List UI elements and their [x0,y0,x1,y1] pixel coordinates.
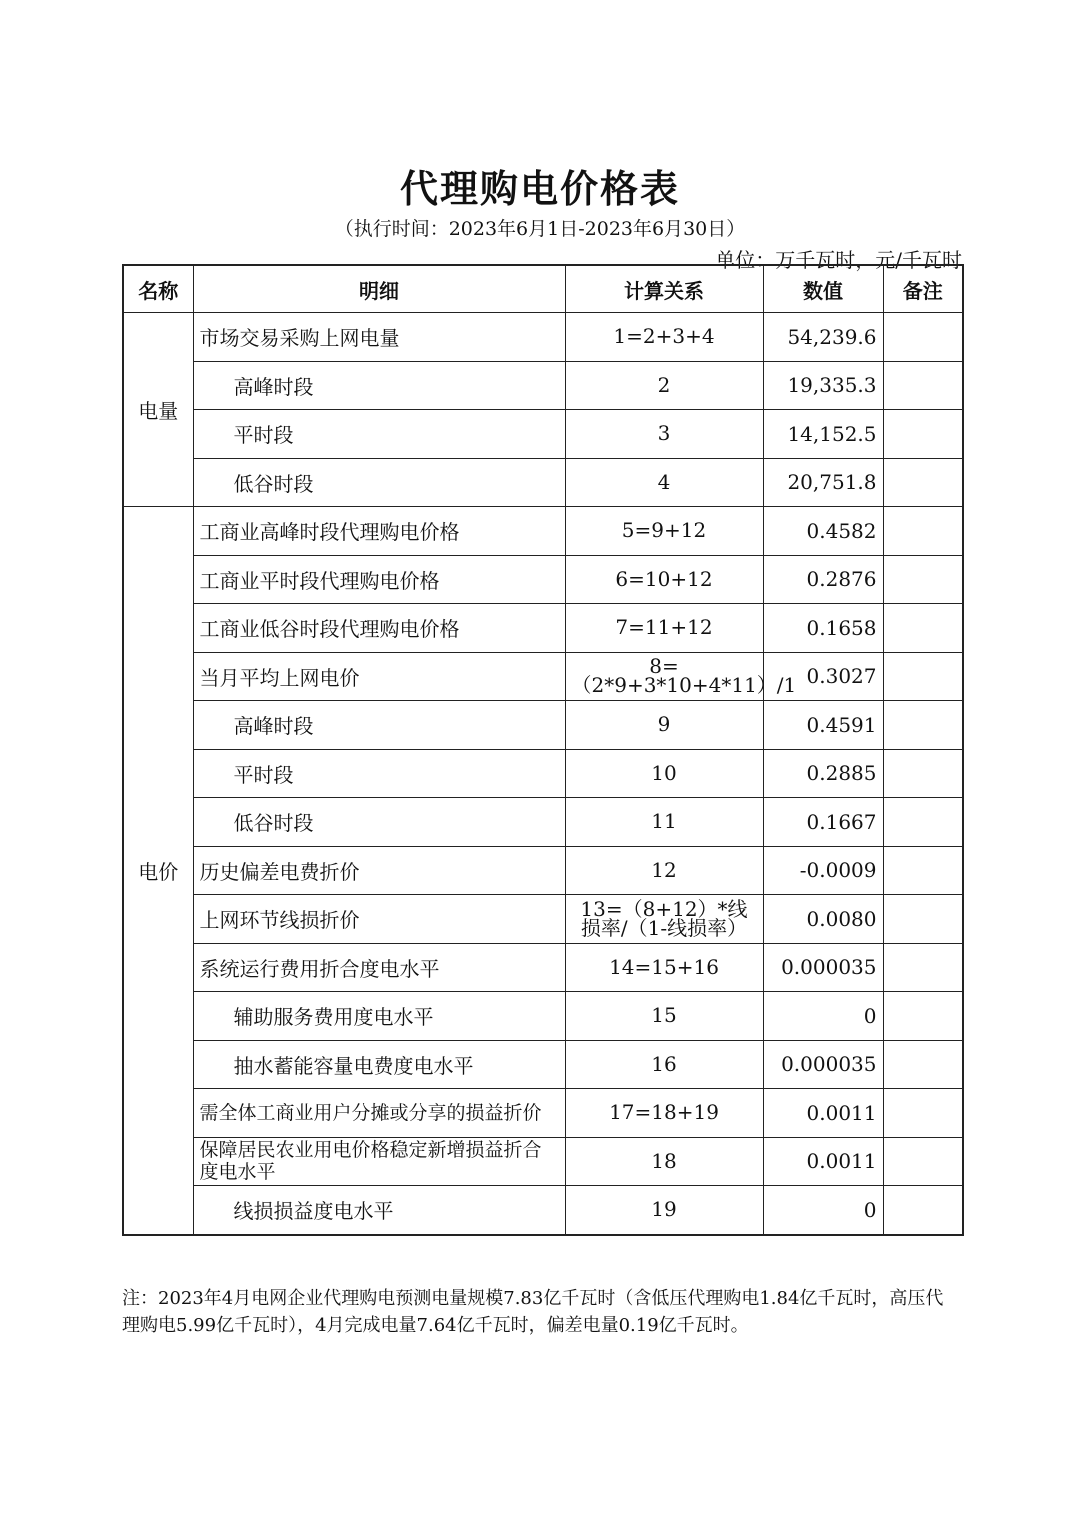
value-cell: 0.3027 [763,652,883,701]
table-row [123,313,963,362]
remark-cell [883,749,963,798]
formula-cell: 19 [565,1186,763,1235]
remark-cell [883,410,963,459]
value-cell: 54,239.6 [763,313,883,362]
unit-label: 单位：万千瓦时，元/千瓦时 [715,248,962,272]
header-value: 数值 [763,265,883,313]
detail-cell: 需全体工商业用户分摊或分享的损益折价 [193,1089,565,1138]
value-cell: 0.2876 [763,555,883,604]
detail-cell: 工商业低谷时段代理购电价格 [193,604,565,653]
table-row [123,798,963,847]
value-cell: 0.0011 [763,1089,883,1138]
detail-cell: 平时段 [193,749,565,798]
remark-cell [883,313,963,362]
execution-period: （执行时间：2023年6月1日-2023年6月30日） [334,218,746,240]
remark-cell [883,943,963,992]
remark-cell [883,1186,963,1235]
table-row [123,1186,963,1235]
detail-cell: 低谷时段 [193,798,565,847]
formula-cell: 12 [565,846,763,895]
remark-cell [883,992,963,1041]
detail-cell: 上网环节线损折价 [193,895,565,944]
detail-cell: 辅助服务费用度电水平 [193,992,565,1041]
formula-cell: 4 [565,458,763,507]
detail-cell: 高峰时段 [193,361,565,410]
value-cell: 14,152.5 [763,410,883,459]
value-cell: -0.0009 [763,846,883,895]
table-row [123,507,963,556]
value-cell: 0.2885 [763,749,883,798]
table-body [123,313,963,1235]
value-cell: 0.4591 [763,701,883,750]
detail-cell: 系统运行费用折合度电水平 [193,943,565,992]
table-row [123,895,963,944]
detail-cell: 平时段 [193,410,565,459]
detail-cell: 历史偏差电费折价 [193,846,565,895]
value-cell: 0.000035 [763,943,883,992]
value-cell: 0 [763,1186,883,1235]
remark-cell [883,798,963,847]
detail-cell: 低谷时段 [193,458,565,507]
value-cell: 0.4582 [763,507,883,556]
remark-cell [883,895,963,944]
category-cell: 电量 [123,313,193,507]
table-header-row [123,265,963,313]
table-row [123,846,963,895]
table-row [123,992,963,1041]
remark-cell [883,1089,963,1138]
value-cell: 0.0080 [763,895,883,944]
value-cell: 0.1658 [763,604,883,653]
category-cell: 电价 [123,507,193,1235]
detail-cell: 当月平均上网电价 [193,652,565,701]
table-row [123,1089,963,1138]
detail-cell: 高峰时段 [193,701,565,750]
header-formula: 计算关系 [565,265,763,313]
remark-cell [883,458,963,507]
formula-cell: 16 [565,1040,763,1089]
header-name: 名称 [123,265,193,313]
detail-cell: 工商业平时段代理购电价格 [193,555,565,604]
value-cell: 0.0011 [763,1137,883,1186]
formula-cell: 17=18+19 [565,1089,763,1138]
table-row [123,1137,963,1186]
table-row [123,458,963,507]
formula-cell: 7=11+12 [565,604,763,653]
formula-cell: 10 [565,749,763,798]
formula-cell: 9 [565,701,763,750]
table-row [123,652,963,701]
detail-cell: 线损损益度电水平 [193,1186,565,1235]
formula-cell: 14=15+16 [565,943,763,992]
remark-cell [883,846,963,895]
formula-cell: 6=10+12 [565,555,763,604]
remark-cell [883,1137,963,1186]
detail-cell: 抽水蓄能容量电费度电水平 [193,1040,565,1089]
table-row [123,604,963,653]
header-detail: 明细 [193,265,565,313]
value-cell: 19,335.3 [763,361,883,410]
formula-cell: 2 [565,361,763,410]
table-row [123,701,963,750]
table-row [123,361,963,410]
table-row [123,410,963,459]
formula-cell: 3 [565,410,763,459]
formula-cell: 1=2+3+4 [565,313,763,362]
formula-cell: 18 [565,1137,763,1186]
detail-cell: 工商业高峰时段代理购电价格 [193,507,565,556]
detail-cell: 保障居民农业用电价格稳定新增损益折合度电水平 [193,1137,565,1186]
value-cell: 20,751.8 [763,458,883,507]
document-title: 代理购电价格表 [399,166,680,211]
remark-cell [883,361,963,410]
value-cell: 0.1667 [763,798,883,847]
remark-cell [883,1040,963,1089]
table-row [123,943,963,992]
formula-cell: 8=（2*9+3*10+4*11）/1 [565,652,763,701]
remark-cell [883,604,963,653]
table-row [123,1040,963,1089]
remark-cell [883,701,963,750]
remark-cell [883,507,963,556]
detail-cell: 市场交易采购上网电量 [193,313,565,362]
formula-cell: 11 [565,798,763,847]
header-remark: 备注 [883,265,963,313]
table-row [123,555,963,604]
value-cell: 0 [763,992,883,1041]
remark-cell [883,652,963,701]
formula-cell: 5=9+12 [565,507,763,556]
price-table [122,264,964,1236]
footnote: 注：2023年4月电网企业代理购电预测电量规模7.83亿千瓦时（含低压代理购电1.84亿千瓦时，高压代理购电5.99亿千瓦时），4月完成电量7.64亿千瓦时，偏差电量0.19亿千瓦时。 [122,1288,944,1336]
value-cell: 0.000035 [763,1040,883,1089]
formula-cell: 13=（8+12）*线损率/（1-线损率） [565,895,763,944]
formula-cell: 15 [565,992,763,1041]
remark-cell [883,555,963,604]
table-row [123,749,963,798]
